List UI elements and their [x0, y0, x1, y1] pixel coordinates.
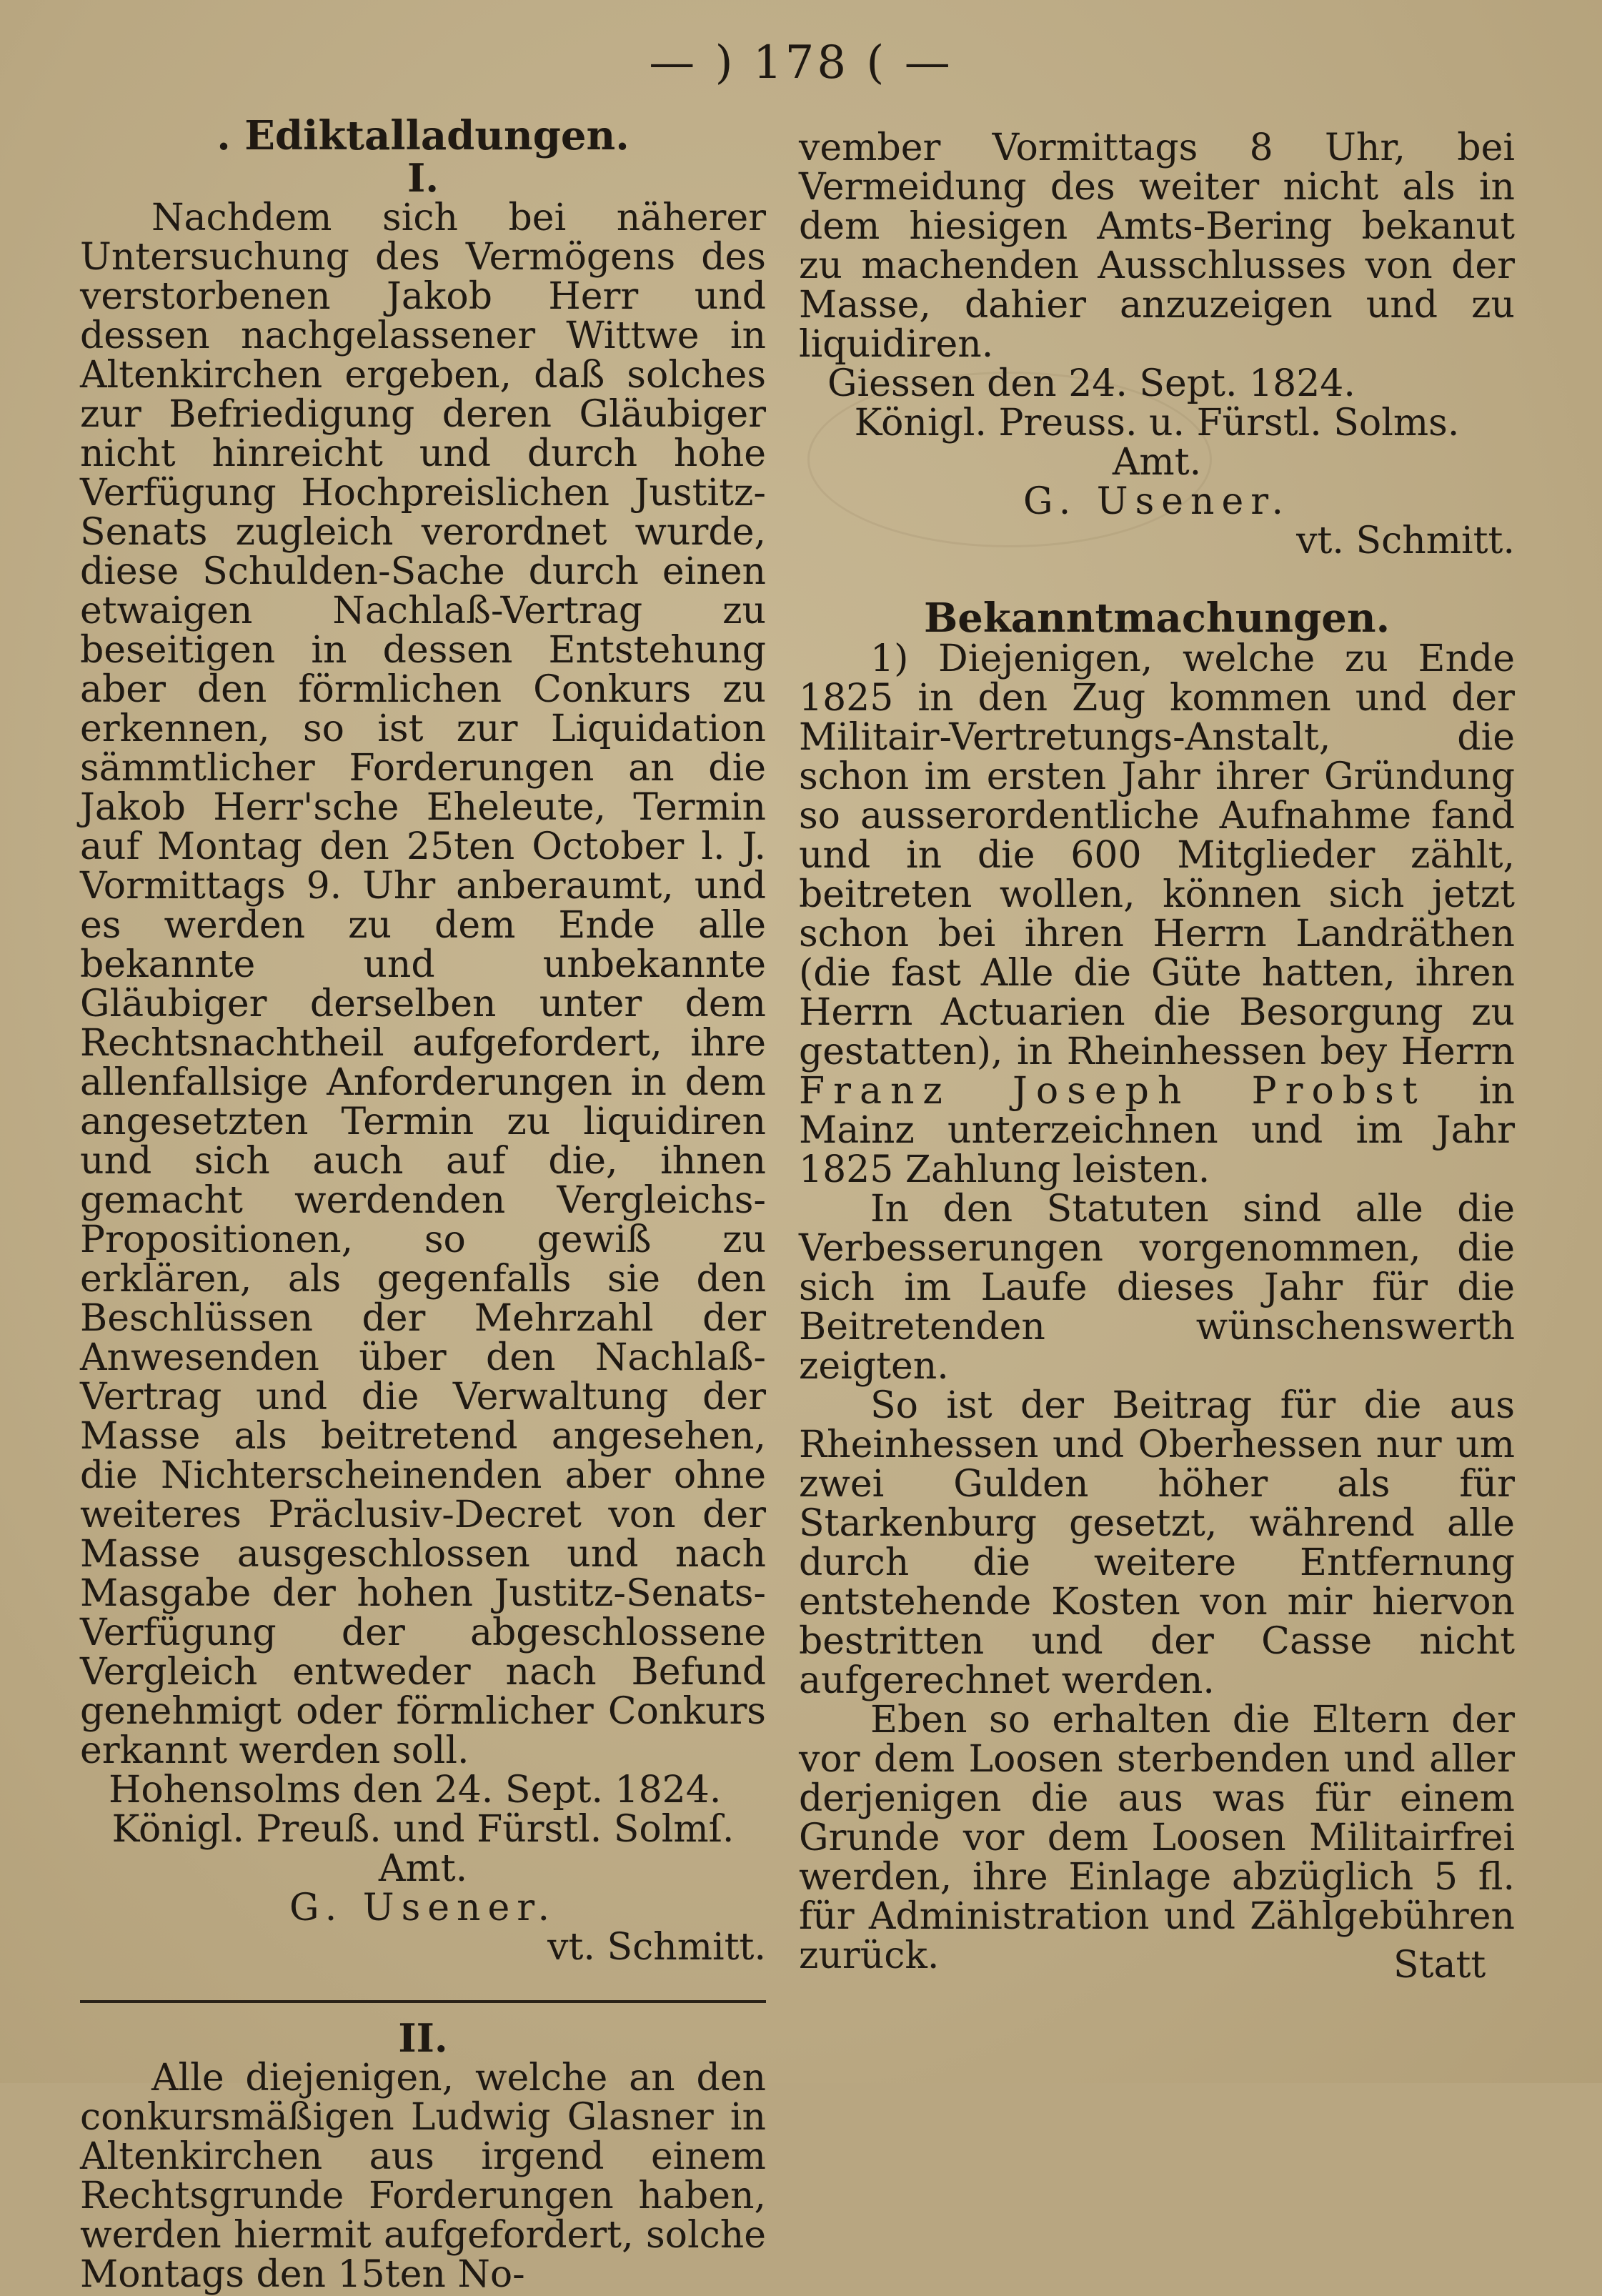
notice-1-body: Nachdem sich bei näherer Untersuchung des Vermögens des verstorbenen Jakob Herr und dessen nachgelassener Wittwe in Altenkirchen ergeben, daß solches zur Befriedigung deren Gläubiger nicht hinreicht und durch hohe Verfügung Hochpreislichen Justitz-Senats zugleich verordnet wurde, diese Schulden-Sache durch einen etwaigen Nachlaß-Vertrag zu beseitigen in dessen Entstehung aber den förmlichen Conkurs zu erkennen, so ist zur Liquidation sämmtlicher Forderungen an die Jakob Herr'sche Eheleute, Termin auf Montag den 25ten October l. J. Vormittags 9. Uhr anberaumt, und es werden zu dem Ende alle bekannte und unbekannte Gläubiger derselben unter dem Rechtsnachtheil aufgefordert, ihre allenfallsige Anforderungen in dem angesetzten Termin zu liquidiren und sich auch auf die, ihnen gemacht werdenden Vergleichs-Propositionen, so gewiß zu erklären, als gegenfalls sie den Beschlüssen der Mehrzahl der Anwesenden über den Nachlaß-Vertrag und die Verwaltung der Masse als beitretend angesehen, die Nichterscheinenden aber ohne weiteres Präclusiv-Decret von der Masse ausgeschlossen und nach Masgabe der hohen Justitz-Senats-Verfügung der abgeschlossene Vergleich entweder nach Befund genehmigt oder förmlicher Conkurs erkannt werden soll. — [80, 197, 766, 1772]
section-divider — [80, 2000, 766, 2003]
section-heading-ediktalladungen: . Ediktalladungen. — [217, 112, 630, 159]
section-heading-bekanntmachungen: Bekanntmachungen. — [923, 595, 1390, 642]
notice-1-authority: Königl. Preuß. und Fürstl. Solmſ. — [111, 1808, 735, 1851]
notice-2-signer: G. Usener. — [1023, 480, 1290, 523]
announcement-p1-name: Franz Joseph Probst — [799, 1070, 1426, 1113]
page-header: — ) 178 ( — — [649, 36, 953, 89]
notice-2-authority: Königl. Preuss. u. Fürstl. Solms. — [854, 402, 1460, 444]
section-numeral-2: II. — [398, 2015, 448, 2061]
announcement-paragraph-4: Eben so erhalten die Eltern der vor dem Loosen sterbenden und aller derjenigen die aus was für einem Grunde vor dem Loosen Militairfrei werden, ihre Einlage abzüglich 5 fl. für Administration und Zählgebühren zurück. — [799, 1699, 1515, 1977]
notice-2-body: Alle diejenigen, welche an den conkursmäßigen Ludwig Glasner in Altenkirchen aus irgend einem Rechtsgrunde Forderungen haben, werden hiermit aufgefordert, solche Montags den 15ten No- — [80, 2057, 766, 2296]
announcement-paragraph-3: So ist der Beitrag für die aus Rheinhessen und Oberhessen nur um zwei Gulden höher als für Starkenburg gesetzt, während alle durch die weitere Entfernung entstehende Kosten von mir hiervon bestritten und der Casse nicht aufgerechnet werden. — [799, 1384, 1515, 1702]
notice-2-amt: Amt. — [1112, 441, 1202, 484]
announcement-paragraph-1 — [799, 637, 1516, 1191]
right-column — [799, 126, 1516, 1977]
notice-1-pro: vt. Schmitt. — [547, 1926, 766, 1969]
notice-2-date: Giessen den 24. Sept. 1824. — [827, 362, 1355, 405]
notice-1-date: Hohensolms den 24. Sept. 1824. — [109, 1769, 722, 1812]
catchword: Statt — [1393, 1944, 1486, 1987]
announcement-paragraph-2: In den Statuten sind alle die Verbesserungen vorgenommen, die sich im Laufe dieses Jahr für die Beitretenden wünschenswerth zeigten. — [799, 1188, 1515, 1388]
section-numeral-1: I. — [407, 155, 439, 201]
notice-1-signer: G. Usener. — [289, 1887, 557, 1929]
notice-1-amt: Amt. — [378, 1847, 468, 1890]
notice-2-continuation: vember Vormittags 8 Uhr, bei Vermeidung des weiter nicht als in dem hiesigen Amts-Bering bekanut zu machenden Ausschlusses von der Masse, dahier anzuzeigen und zu liquidiren. — [799, 126, 1515, 366]
announcement-p1-end: in Mainz unterzeichnen und im Jahr 1825 Zahlung leisten. — [799, 1070, 1516, 1191]
notice-2-pro: vt. Schmitt. — [1296, 520, 1515, 562]
left-column — [80, 114, 766, 2295]
announcement-p1-text: 1) Diejenigen, welche zu Ende 1825 in den Zug kommen und der Militair-Vertretungs-Anstalt, die schon im ersten Jahr ihrer Gründung so ausserordentliche Aufnahme fand und in die 600 Mitglieder zählt, beitreten wollen, können sich jetzt schon bei ihren Herrn Landräthen (die fast Alle die Güte hatten, ihren Herrn Actuarien die Besorgung zu gestatten), in Rheinhessen bey Herrn — [799, 637, 1515, 1073]
